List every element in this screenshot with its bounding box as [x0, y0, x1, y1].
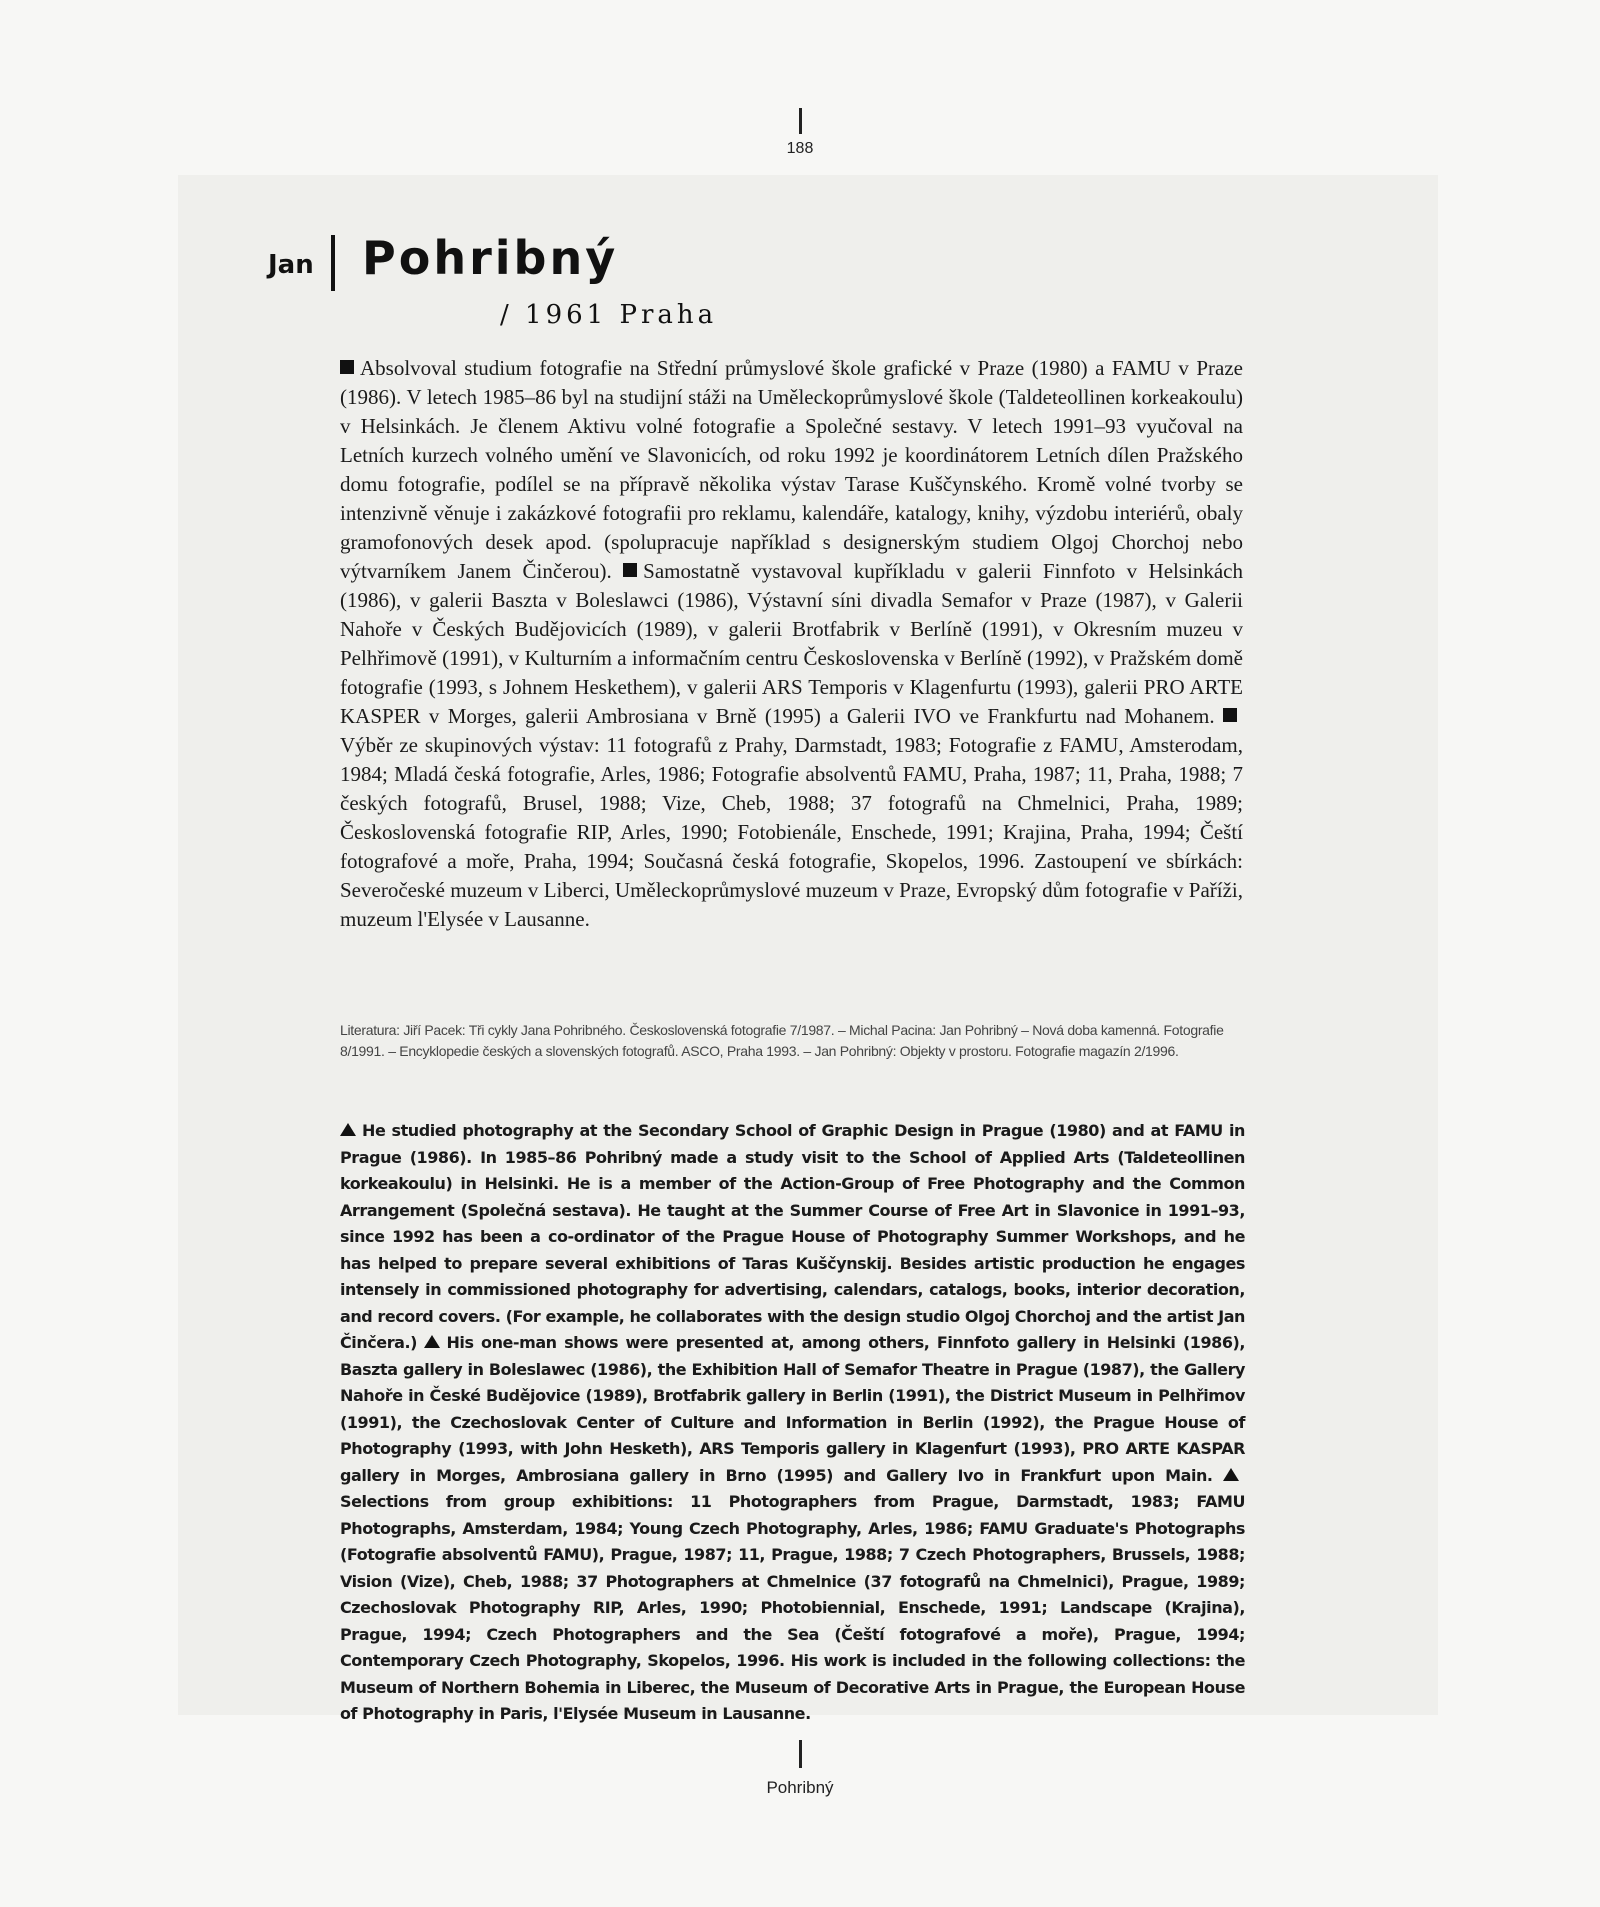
square-bullet-icon: [623, 563, 637, 577]
triangle-bullet-icon: [424, 1335, 440, 1348]
running-footer-block: [0, 1740, 1600, 1798]
czech-biography: [340, 354, 1243, 934]
triangle-bullet-icon: [340, 1123, 356, 1136]
english-paragraph: He studied photography at the Secondary School of Graphic Design in Prague (1980) and at FAMU in Prague (1986). In 1985–86 Pohribný made a study visit to the School of Applied Arts (Taldeteollinen korkeakoulu) in Helsinki. He is a member of the Action-Group of Free Photography and the Common Arrangement (Společná sestava). He taught at the Summer Course of Free Art in Slavonice in 1991–93, since 1992 has been a co-ordinator of the Prague House of Photography Summer Workshops, and he has helped to prepare several exhibitions of Taras Kuščynskij. Besides artistic production he engages intensely in commissioned photography for advertising, calendars, catalogs, books, interior decoration, and record covers. (For example, he collaborates with the design studio Olgoj Chorchoj and the artist Jan Činčera.): [340, 1121, 1245, 1352]
square-bullet-icon: [340, 360, 354, 374]
czech-paragraph: Absolvoval studium fotografie na Střední průmyslové škole grafické v Praze (1980) a FAMU v Praze (1986). V letech 1985–86 byl na studijní stáži na Uměleckoprůmyslové škole (Taldeteollinen korkeakoulu) v Helsinkách. Je členem Aktivu volné fotografie a Společné sestavy. V letech 1991–93 vyučoval na Letních kurzech volného umění ve Slavonicích, od roku 1992 je koordinátorem Letních dílen Pražského domu fotografie, podílel se na přípravě několika výstav Tarase Kuščynského. Kromě volné tvorby se intenzivně věnuje i zakázkové fotografii pro reklamu, kalendáře, katalogy, knihy, výzdobu interiérů, obaly gramofonových desek apod. (spolupracuje například s designerským studiem Olgoj Chorchoj nebo výtvarníkem Janem Činčerou).: [340, 356, 1243, 583]
english-paragraph: Selections from group exhibitions: 11 Photographers from Prague, Darmstadt, 1983; FAMU Photographs, Amsterdam, 1984; Young Czech Photography, Arles, 1986; FAMU Graduate's Photographs (Fotografie absolventů FAMU), Prague, 1987; 11, Prague, 1988; 7 Czech Photographers, Brussels, 1988; Vision (Vize), Cheb, 1988; 37 Photographers at Chmelnice (37 fotografů na Chmelnici), Prague, 1989; Czechoslovak Photography RIP, Arles, 1990; Photobiennial, Enschede, 1991; Landscape (Krajina), Prague, 1994; Czech Photographers and the Sea (Čeští fotografové a moře), Prague, 1994; Contemporary Czech Photography, Skopelos, 1996. His work is included in the following collections: the Museum of Northern Bohemia in Liberec, the Museum of Decorative Arts in Prague, the European House of Photography in Paris, l'Elysée Museum in Lausanne.: [340, 1492, 1245, 1723]
english-biography: [340, 1118, 1245, 1728]
running-footer-rule: [799, 1740, 802, 1768]
literature-note: Literatura: Jiří Pacek: Tři cykly Jana Pohribného. Československá fotografie 7/1987. – Michal Pacina: Jan Pohribný – Nová doba kamenná. Fotografie 8/1991. – Encyklopedie českých a slovenských fotografů. ASCO, Praha 1993. – Jan Pohribný: Objekty v prostoru. Fotografie magazín 2/1996.: [340, 1022, 1224, 1059]
artist-last-name: Pohribný: [362, 231, 619, 285]
czech-paragraph: Samostatně vystavoval kupříkladu v galerii Finnfoto v Helsinkách (1986), v galerii Baszta v Boleslawci (1986), Výstavní síni divadla Semafor v Praze (1987), v Galerii Nahoře v Českých Budějovicích (1989), v galerii Brotfabrik v Berlíně (1991), v Okresním muzeu v Pelhřimově (1991), v Kulturním a informačním centru Československa v Berlíně (1992), v Pražském domě fotografie (1993, s Johnem Heskethem), v galerii ARS Temporis v Klagenfurtu (1993), galerii PRO ARTE KASPER v Morges, galerii Ambrosiana v Brně (1995) a Galerii IVO ve Frankfurtu nad Mohanem.: [340, 559, 1243, 728]
page-number-rule: [799, 108, 802, 134]
name-divider: [331, 235, 335, 291]
page-number-block: [0, 108, 1600, 158]
triangle-bullet-icon: [1223, 1468, 1239, 1481]
english-paragraph: His one-man shows were presented at, among others, Finnfoto gallery in Helsinki (1986), Baszta gallery in Boleslawec (1986), the Exhibition Hall of Semafor Theatre in Prague (1987), the Gallery Nahoře in České Budějovice (1989), Brotfabrik gallery in Berlin (1991), the District Museum in Pelhřimov (1991), the Czechoslovak Center of Culture and Information in Berlin (1992), the Prague House of Photography (1993, with John Hesketh), ARS Temporis gallery in Klagenfurt (1993), PRO ARTE KASPAR gallery in Morges, Ambrosiana gallery in Brno (1995) and Gallery Ivo in Frankfurt upon Main.: [340, 1333, 1245, 1485]
czech-paragraph: Výběr ze skupinových výstav: 11 fotografů z Prahy, Darmstadt, 1983; Fotografie z FAMU, Amsterodam, 1984; Mladá česká fotografie, Arles, 1986; Fotografie absolventů FAMU, Praha, 1987; 11, Praha, 1988; 7 českých fotografů, Brusel, 1988; Vize, Cheb, 1988; 37 fotografů na Chmelnici, Praha, 1989; Československá fotografie RIP, Arles, 1990; Fotobienále, Enschede, 1991; Krajina, Praha, 1994; Čeští fotografové a moře, Praha, 1994; Současná česká fotografie, Skopelos, 1996. Zastoupení ve sbírkách: Severočeské muzeum v Liberci, Uměleckoprůmyslové muzeum v Praze, Evropský dům fotografie v Paříži, muzeum l'Elysée v Lausanne.: [340, 733, 1243, 931]
page-number: 188: [786, 140, 814, 157]
artist-first-name: Jan: [268, 250, 314, 280]
birth-line: / 1961 Praha: [500, 300, 718, 330]
square-bullet-icon: [1223, 708, 1237, 722]
running-footer: Pohribný: [766, 1778, 834, 1797]
